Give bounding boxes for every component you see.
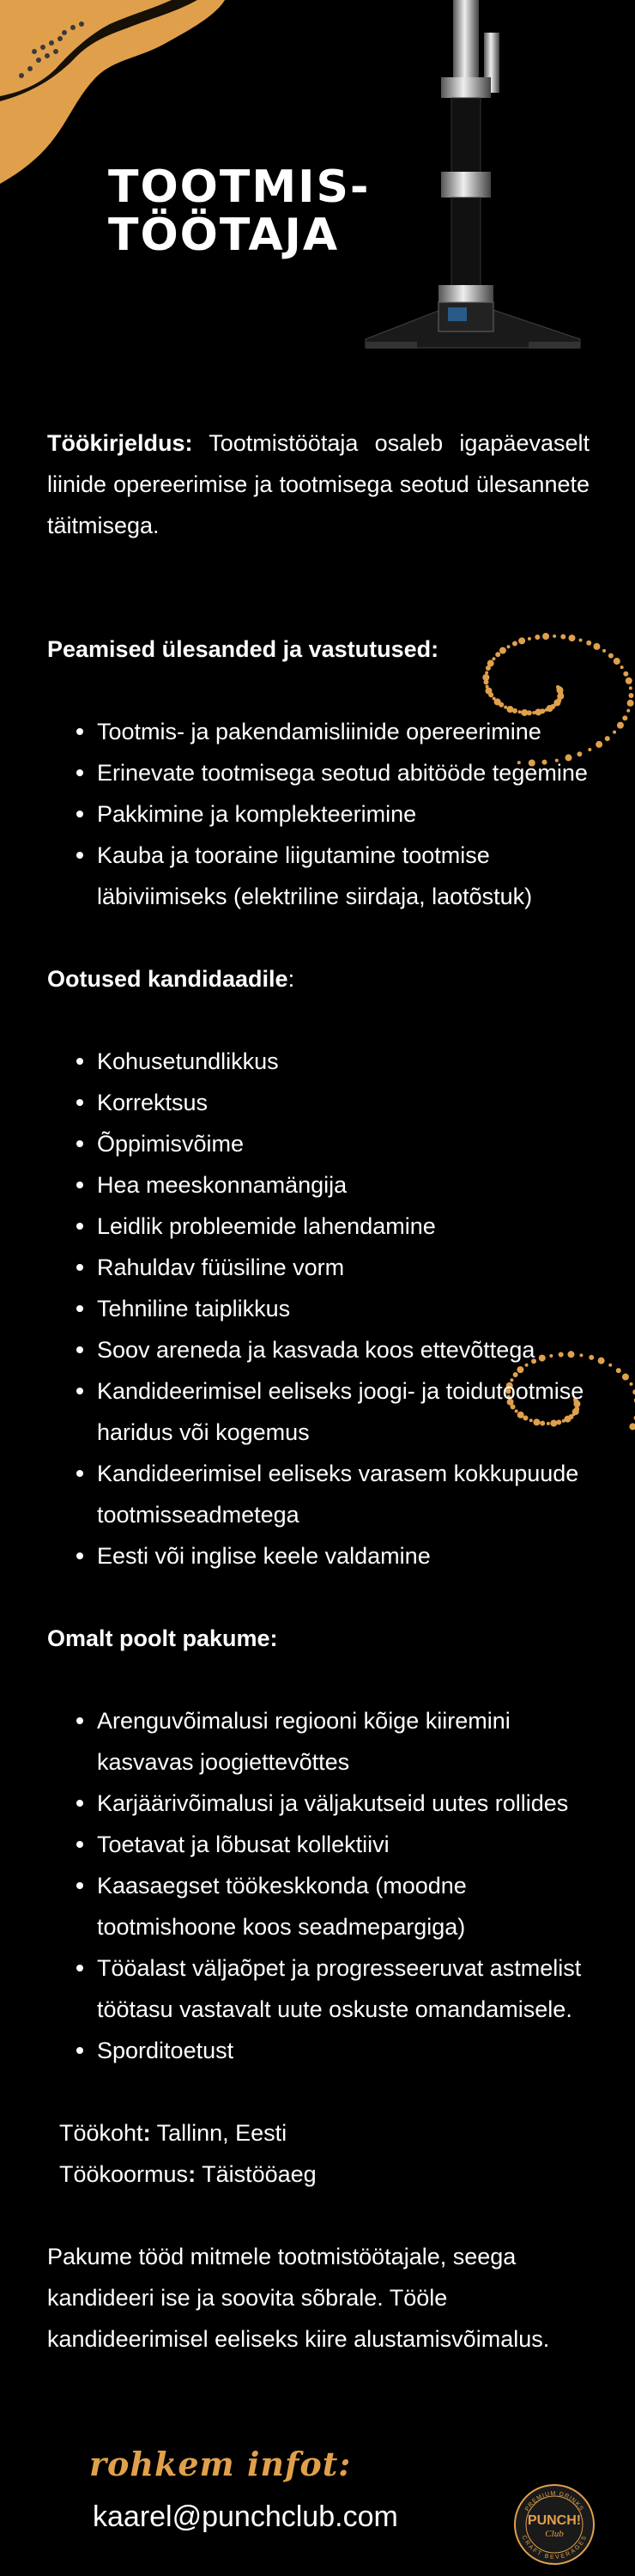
list-item: Toetavat ja lõbusat kollektiivi [97,1824,590,1865]
location-separator: : [142,2120,151,2146]
industrial-machine-column-image [331,0,606,361]
page-title-line2: TÖÖTAJA [108,210,340,261]
responsibilities-heading: Peamised ülesanded ja vastutused: [47,636,439,662]
expectations-heading-suffix: : [287,966,295,992]
closing-paragraph: Pakume tööd mitmele tootmistöötajale, seega kandideeri ise ja soovita sõbrale. Tööle kandideerimisel eeliseks kiire alustamisvõimalus. [47,2244,550,2352]
list-item: Pakkimine ja komplekteerimine [97,793,590,835]
list-item: Tööalast väljaõpet ja progresseeruvat astmelist töötasu vastavalt uute oskuste omandamisele. [97,1947,590,2030]
expectations-list [47,1041,590,1577]
intro-label: Töökirjeldus: [47,430,193,456]
list-item: Õppimisvõime [97,1123,590,1164]
intro-paragraph [47,422,590,546]
job-workload [47,2154,590,2195]
list-item: Karjäärivõimalusi ja väljakutseid uutes rollides [97,1783,590,1824]
responsibilities-list [47,711,590,917]
offer-heading: Omalt poolt pakume: [47,1625,278,1651]
decor-dot [616,1368,621,1373]
job-description [47,422,590,2360]
job-location [47,2112,590,2154]
list-item: Tehniline taiplikkus [97,1288,590,1329]
logo-sub: Club [545,2529,564,2539]
decor-dot [622,1374,629,1381]
list-item: Kauba ja tooraine liigutamine tootmise läbiviimiseks (elektriline siirdaja, laotõstuk) [97,835,590,917]
decor-dot [623,671,628,677]
decor-dot [620,665,624,669]
more-info-label: rohkem infot: [89,2445,352,2483]
orange-wave-decoration [0,0,232,189]
decor-dot [627,700,634,707]
workload-label: Töökoormus [59,2161,189,2187]
offer-list [47,1700,590,2071]
location-value: Tallinn, Eesti [156,2120,287,2146]
punch-club-logo [513,2483,596,2566]
decor-dot [617,722,624,729]
logo-ring-bottom: CRAFT BEVERAGES [520,2534,589,2561]
list-item: Kandideerimisel eeliseks joogi- ja toidutootmise haridus või kogemus [97,1370,590,1453]
decor-dot [626,709,630,713]
list-item: Tootmis- ja pakendamisliinide opereerimine [97,711,590,752]
decor-dot [598,1358,605,1364]
decor-dot [608,1364,612,1367]
logo-ring-top: PREMIUM DRINKS [524,2490,584,2512]
intro-text: Tootmistöötaja osaleb igapäevaselt liinide opereerimise ja tootmisega seotud ülesannete täitmisega. [47,430,590,538]
list-item: Soov areneda ja kasvada koos ettevõttega [97,1329,590,1370]
decor-dot [602,649,606,653]
decor-dot [589,1355,594,1360]
contact-email[interactable]: kaarel@punchclub.com [93,2500,398,2533]
decor-dot [629,686,632,690]
list-item: Korrektsus [97,1082,590,1123]
decor-dot [622,715,627,720]
page-title [108,163,370,259]
logo-name: PUNCH! [527,2513,582,2528]
list-item: Kaasaegset töökeskkonda (moodne tootmishoone koos seadmepargiga) [97,1865,590,1947]
workload-value: Täistööaeg [202,2161,317,2187]
decor-dot [628,693,633,698]
list-item: Erinevate tootmisega seotud abitööde tegemine [97,752,590,793]
list-item: Kohusetundlikkus [97,1041,590,1082]
list-item: Rahuldav füüsiline vorm [97,1247,590,1288]
list-item: Arenguvõimalusi regiooni kõige kiiremini kasvavas joogiettevõttes [97,1700,590,1783]
page-title-line1: TOOTMIS- [108,161,371,213]
decor-dot [605,736,610,741]
list-item: Kandideerimisel eeliseks varasem kokkupuude tootmisseadmetega [97,1453,590,1535]
decor-dot [630,1382,633,1386]
location-label: Töökoht [59,2120,143,2146]
decor-dot [626,677,632,684]
list-item: Eesti või inglise keele valdamine [97,1535,590,1577]
decor-dot [614,658,620,665]
list-item: Sporditoetust [97,2030,590,2071]
decor-dot [593,643,600,650]
list-item: Hea meeskonnamängija [97,1164,590,1206]
workload-separator: : [188,2161,197,2187]
decor-dot [596,741,602,748]
decor-dot [629,1423,635,1430]
list-item: Leidlik probleemide lahendamine [97,1206,590,1247]
decor-dot [608,653,614,659]
decor-dot [613,731,616,734]
expectations-heading-text: Ootused kandidaadile [47,966,288,992]
expectations-heading [47,958,590,999]
